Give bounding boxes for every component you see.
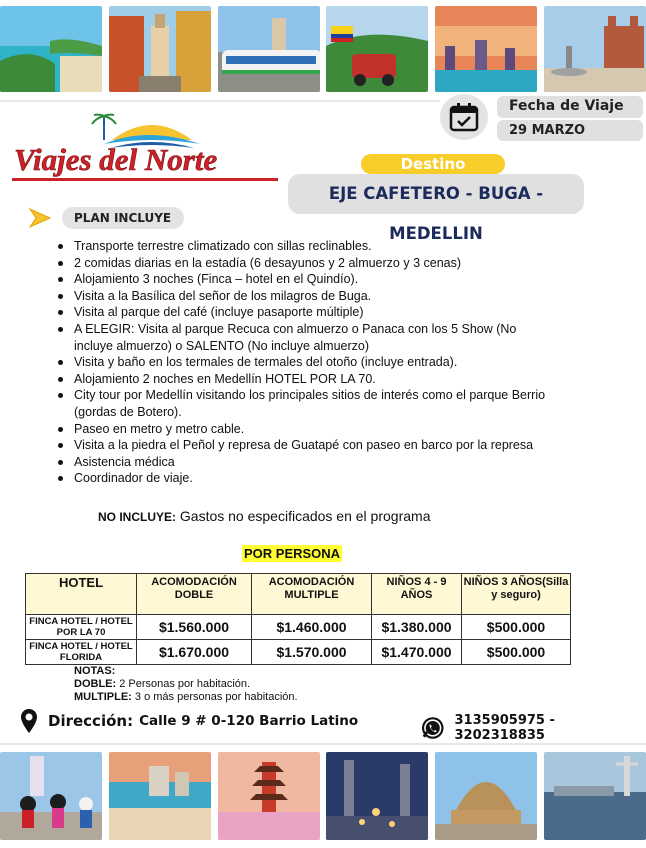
not-included-text: Gastos no especificados en el programa	[179, 508, 431, 524]
header-ninos-3: NIÑOS 3 AÑOS(Silla y seguro)	[462, 574, 571, 615]
photo-tram	[218, 6, 320, 92]
photo-night-city	[326, 752, 428, 840]
row-ninos-4-9: $1.470.000	[372, 640, 462, 665]
header-doble: ACOMODACIÓN DOBLE	[137, 574, 252, 615]
row-ninos-4-9: $1.380.000	[372, 615, 462, 640]
note-label: MULTIPLE:	[74, 691, 132, 703]
calendar-icon-badge	[440, 94, 488, 140]
arrow-icon	[28, 207, 52, 229]
photo-jeep-flag	[326, 6, 428, 92]
header-multiple: ACOMODACIÓN MULTIPLE	[252, 574, 372, 615]
list-item: Alojamiento 2 noches en Medellín HOTEL POR LA 70.	[58, 371, 558, 388]
list-item: Asistencia médica	[58, 454, 558, 471]
header-ninos-4-9: NIÑOS 4 - 9 AÑOS	[372, 574, 462, 615]
photo-beach-island	[0, 6, 102, 92]
not-included	[98, 508, 430, 524]
list-item: Transporte terrestre climatizado con sillas reclinables.	[58, 238, 558, 255]
whatsapp-icon	[421, 716, 445, 740]
note-text: 3 o más personas por habitación.	[134, 691, 298, 703]
bottom-photo-strip	[0, 752, 646, 840]
notes-title: NOTAS:	[74, 665, 116, 677]
brand-logo	[12, 112, 282, 190]
bottom-divider	[0, 743, 646, 745]
list-item: City tour por Medellín visitando los principales sitios de interés como el parque Berrio (gordas de Botero).	[58, 387, 558, 420]
row-doble: $1.560.000	[137, 615, 252, 640]
row-doble: $1.670.000	[137, 640, 252, 665]
table-row	[26, 640, 571, 665]
photo-basilica	[435, 752, 537, 840]
not-included-label: NO INCLUYE:	[98, 510, 176, 524]
table-row	[26, 615, 571, 640]
svg-text:Viajes del Norte: Viajes del Norte	[14, 142, 218, 177]
row-ninos-3: $500.000	[462, 640, 571, 665]
photo-beach-resort	[109, 752, 211, 840]
photo-pagoda	[218, 752, 320, 840]
location-pin-icon	[20, 708, 38, 734]
trip-date-label: Fecha de Viaje	[497, 96, 643, 118]
phone-numbers: 3135905975 - 3202318835	[454, 713, 555, 743]
top-photo-strip	[0, 6, 646, 92]
note-label: DOBLE:	[74, 678, 117, 690]
list-item: Visita al parque del café (incluye pasaporte múltiple)	[58, 304, 558, 321]
list-item: Alojamiento 3 noches (Finca – hotel en el Quindío).	[58, 271, 558, 288]
address-label: Dirección:	[48, 712, 134, 730]
plan-includes-title: PLAN INCLUYE	[62, 207, 184, 229]
phone-contact	[421, 713, 646, 743]
photo-disney-characters	[0, 752, 102, 840]
destination-label: Destino	[361, 154, 505, 174]
address-value: Calle 9 # 0-120 Barrio Latino	[139, 713, 359, 729]
row-multiple: $1.570.000	[252, 640, 372, 665]
list-item: Visita a la piedra el Peñol y represa de Guatapé con paseo en barco por la represa	[58, 437, 558, 454]
photo-sunset-city	[435, 6, 537, 92]
row-hotel: FINCA HOTEL / HOTEL FLORIDA	[26, 640, 137, 665]
list-item: Visita a la Basílica del señor de los milagros de Buga.	[58, 288, 558, 305]
calendar-icon	[449, 102, 479, 132]
note-text: 2 Personas por habitación.	[119, 678, 251, 690]
destination-value: EJE CAFETERO - BUGA - MEDELLIN	[288, 174, 584, 214]
photo-harbor-statue	[544, 752, 646, 840]
list-item: Visita y baño en los termales de termales del otoño (incluye entrada).	[58, 354, 558, 371]
plan-includes-list	[58, 238, 558, 487]
photo-colonial-street	[109, 6, 211, 92]
row-ninos-3: $500.000	[462, 615, 571, 640]
table-header-row	[26, 574, 571, 615]
top-divider	[0, 100, 440, 102]
price-table	[25, 573, 571, 665]
list-item: Coordinador de viaje.	[58, 470, 558, 487]
header-hotel: HOTEL	[26, 574, 137, 615]
pricing-title: POR PERSONA	[244, 546, 341, 561]
list-item: 2 comidas diarias en la estadía (6 desayunos y 2 almuerzo y 3 cenas)	[58, 255, 558, 272]
row-hotel: FINCA HOTEL / HOTEL POR LA 70	[26, 615, 137, 640]
address	[20, 708, 358, 734]
list-item: Paseo en metro y metro cable.	[58, 421, 558, 438]
trip-date-value: 29 MARZO	[497, 120, 643, 141]
pricing-notes	[74, 665, 298, 704]
photo-plaza-church	[544, 6, 646, 92]
list-item: A ELEGIR: Visita al parque Recuca con almuerzo o Panaca con los 5 Show (No incluye almuerzo) o SALENTO (No incluye almuerzo)	[58, 321, 558, 354]
row-multiple: $1.460.000	[252, 615, 372, 640]
